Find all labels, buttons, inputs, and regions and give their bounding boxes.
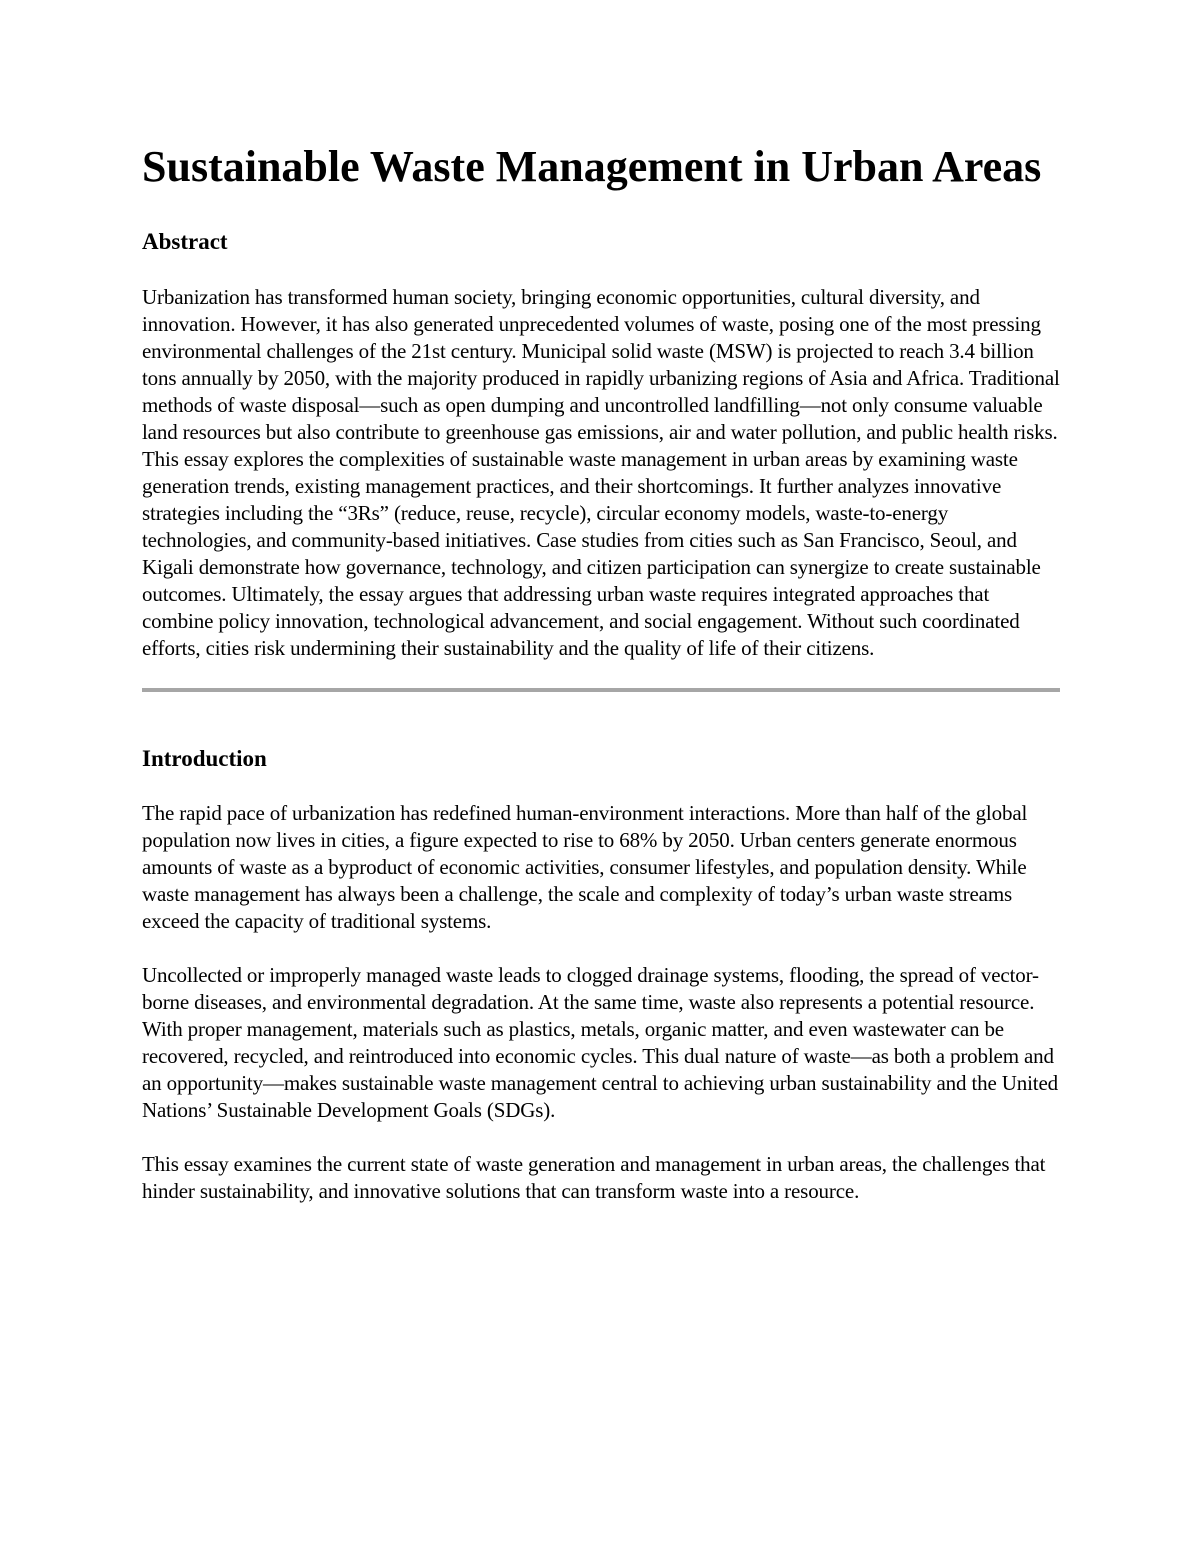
abstract-heading: Abstract: [142, 229, 228, 254]
document-page: [142, 140, 1060, 1205]
introduction-paragraph-2: Uncollected or improperly managed waste leads to clogged drainage systems, flooding, the spread of vector-borne diseases, and environmental degradation. At the same time, waste also represents a potential resource. With proper management, materials such as plastics, metals, organic matter, and even wastewater can be recovered, recycled, and reintroduced into economic cycles. This dual nature of waste—as both a problem and an opportunity—makes sustainable waste management central to achieving urban sustainability and the United Nations’ Sustainable Development Goals (SDGs).: [142, 963, 1059, 1122]
horizontal-rule: [142, 688, 1060, 692]
introduction-heading: Introduction: [142, 746, 267, 771]
abstract-paragraph: Urbanization has transformed human society, bringing economic opportunities, cultural diversity, and innovation. However, it has also generated unprecedented volumes of waste, posing one of the most pressing environmental challenges of the 21st century. Municipal solid waste (MSW) is projected to reach 3.4 billion tons annually by 2050, with the majority produced in rapidly urbanizing regions of Asia and Africa. Traditional methods of waste disposal—such as open dumping and uncontrolled landfilling—not only consume valuable land resources but also contribute to greenhouse gas emissions, air and water pollution, and public health risks. This essay explores the complexities of sustainable waste management in urban areas by examining waste generation trends, existing management practices, and their shortcomings. It further analyzes innovative strategies including the “3Rs” (reduce, reuse, recycle), circular economy models, waste-to-energy technologies, and community-based initiatives. Case studies from cities such as San Francisco, Seoul, and Kigali demonstrate how governance, technology, and citizen participation can synergize to create sustainable outcomes. Ultimately, the essay argues that addressing urban waste requires integrated approaches that combine policy innovation, technological advancement, and social engagement. Without such coordinated efforts, cities risk undermining their sustainability and the quality of life of their citizens.: [142, 285, 1060, 660]
introduction-paragraph-1: The rapid pace of urbanization has redefined human-environment interactions. More than half of the global population now lives in cities, a figure expected to rise to 68% by 2050. Urban centers generate enormous amounts of waste as a byproduct of economic activities, consumer lifestyles, and population density. While waste management has always been a challenge, the scale and complexity of today’s urban waste streams exceed the capacity of traditional systems.: [142, 801, 1028, 933]
document-title: Sustainable Waste Management in Urban Areas: [142, 142, 1042, 191]
introduction-paragraph-3: This essay examines the current state of waste generation and management in urban areas, the challenges that hinder sustainability, and innovative solutions that can transform waste into a resource.: [142, 1152, 1046, 1203]
